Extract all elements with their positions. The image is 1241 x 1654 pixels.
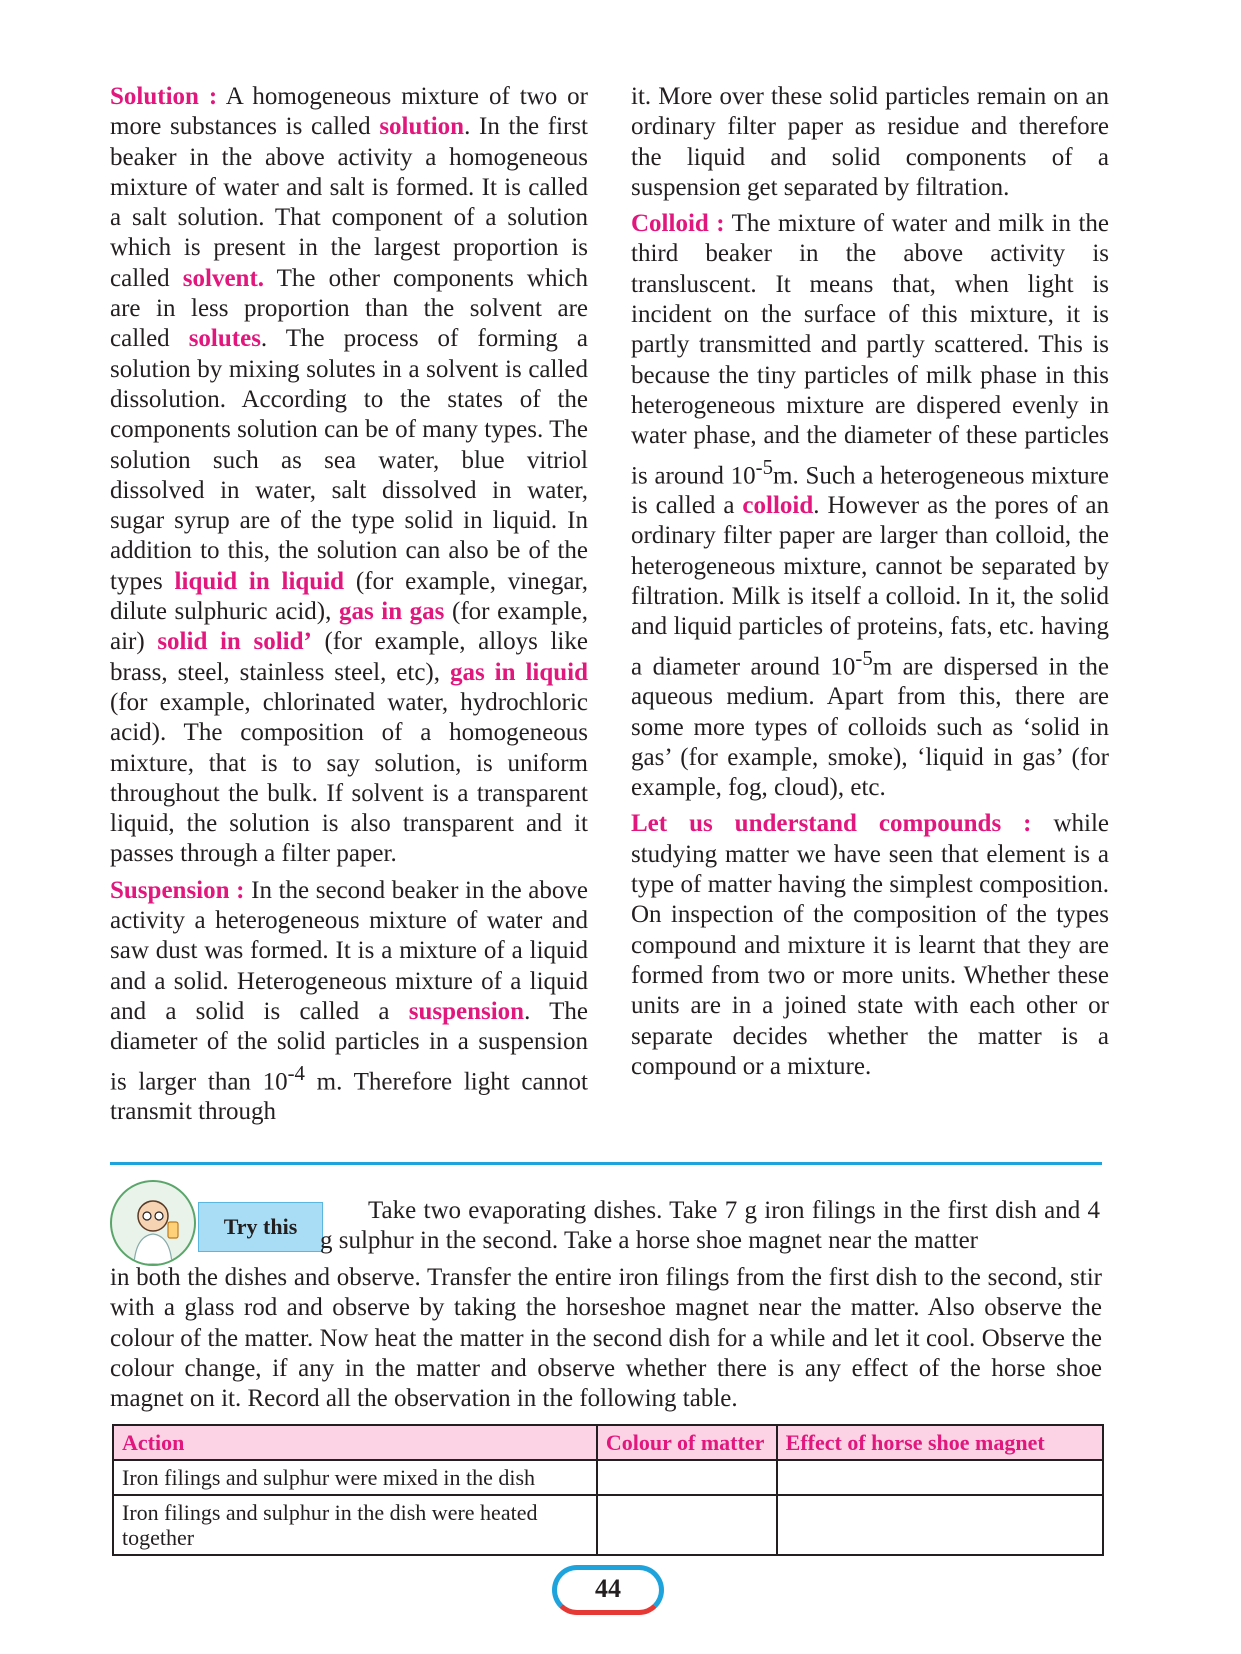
suspension-heading: Suspension : bbox=[110, 876, 245, 904]
table-cell: Iron filings and sulphur were mixed in the dish bbox=[113, 1460, 597, 1495]
text-run: A homogeneous mixture of two or more substances is called bbox=[110, 83, 588, 141]
text-run: . However as the pores of an ordinary filter paper are larger than colloid, the heterogeneous mixture, cannot be separated by filtration. Milk is itself a colloid. In it, the solid and liquid particles of proteins, fats, etc. having a diameter around 10 bbox=[631, 492, 1109, 680]
table-cell bbox=[777, 1460, 1103, 1495]
table-cell bbox=[597, 1495, 777, 1555]
keyword-solutes: solutes bbox=[188, 325, 261, 353]
table-row bbox=[113, 1460, 1103, 1495]
text-run: while studying matter we have seen that element is a type of matter having the simplest composition. On inspection of the composition of the types compound and mixture it is learnt that they are formed from two or more units. Whether these units are in a joined state with each other or separate decides whether the matter is a compound or a mixture. bbox=[631, 810, 1109, 1080]
solution-paragraph bbox=[110, 82, 588, 870]
text-run: m. Such a heterogeneous mixture is called a bbox=[631, 461, 1109, 520]
compounds-heading: Let us understand compounds : bbox=[631, 810, 1032, 838]
text-run: . The diameter of the solid particles in a suspension is larger than 10 bbox=[110, 997, 589, 1095]
page-number: 44 bbox=[595, 1574, 621, 1603]
try-this-box bbox=[110, 1172, 1102, 1262]
scientist-icon bbox=[110, 1180, 196, 1266]
left-column bbox=[110, 82, 588, 1133]
page-number-badge bbox=[552, 1565, 664, 1615]
table-cell bbox=[597, 1460, 777, 1495]
text-run: . In the first beaker in the above activity a homogeneous mixture of water and salt is formed. It is called a salt solution. That component of a solution which is present in the largest proportion is called bbox=[110, 113, 588, 292]
text-run: (for example, alloys like brass, steel, stainless steel, etc), bbox=[110, 628, 588, 686]
keyword-solution: solution bbox=[379, 113, 465, 141]
right-column bbox=[631, 82, 1109, 1088]
text-run: (for example, chlorinated water, hydrochloric acid). The composition of a homogeneous mixture, that is to say solution, is uniform throughout the bulk. If solvent is a transparent liquid, the solution is also transparent and it passes through a filter paper. bbox=[110, 688, 588, 868]
keyword-solvent: solvent. bbox=[182, 264, 265, 292]
text-run: (for example, vinegar, dilute sulphuric acid), bbox=[110, 567, 588, 626]
text-run: . The process of forming a solution by mixing solutes in a solvent is called dissolution. According to the states of the components solution can be of many types. The solution such as sea water, blue vitriol dissolved in water, salt dissolved in water, sugar syrup are of the type solid in liquid. In addition to this, the solution can also be of the types bbox=[110, 325, 589, 595]
text-run: The other components which are in less proportion than the solvent are called bbox=[110, 264, 588, 353]
table-cell: Iron filings and sulphur in the dish were heated together bbox=[113, 1495, 597, 1555]
keyword-gas-in-gas: gas in gas bbox=[338, 598, 445, 626]
continued-paragraph: it. More over these solid particles remain on an ordinary filter paper as residue and therefore the liquid and solid components of a suspension get separated by filtration. bbox=[631, 83, 1109, 201]
exponent: -4 bbox=[287, 1060, 305, 1085]
suspension-paragraph bbox=[110, 876, 588, 1128]
text-run: In the second beaker in the above activity a heterogeneous mixture of water and saw dust was formed. It is a mixture of a liquid and a solid. Heterogeneous mixture of a liquid and a solid is called a bbox=[110, 876, 588, 1025]
keyword-gas-in-liquid: gas in liquid bbox=[449, 658, 588, 686]
header-magnet-effect: Effect of horse shoe magnet bbox=[777, 1425, 1103, 1460]
try-this-intro: Take two evaporating dishes. Take 7 g iron filings in the first dish and 4 g sulphur in the second. Take a horse shoe magnet near the matter bbox=[320, 1197, 1100, 1255]
exponent: -5 bbox=[855, 645, 873, 670]
text-run: (for example, air) bbox=[110, 598, 588, 656]
try-this-label: Try this bbox=[198, 1202, 323, 1252]
text-run: m are dispersed in the aqueous medium. Apart from this, there are some more types of colloids such as ‘solid in gas’ (for example, smoke), ‘liquid in gas’ (for example, fog, cloud), etc. bbox=[631, 653, 1110, 802]
observation-table bbox=[112, 1424, 1104, 1556]
keyword-suspension: suspension bbox=[408, 997, 525, 1025]
keyword-colloid: colloid bbox=[742, 492, 814, 520]
header-colour: Colour of matter bbox=[597, 1425, 777, 1460]
exponent: -5 bbox=[755, 454, 773, 479]
keyword-liquid-in-liquid: liquid in liquid bbox=[174, 567, 345, 595]
compounds-paragraph bbox=[631, 809, 1109, 1082]
text-run: m. Therefore light cannot transmit through bbox=[110, 1067, 588, 1126]
table-header-row bbox=[113, 1425, 1103, 1460]
colloid-paragraph bbox=[631, 209, 1109, 803]
header-action: Action bbox=[113, 1425, 597, 1460]
table-row bbox=[113, 1495, 1103, 1555]
colloid-heading: Colloid : bbox=[631, 210, 725, 238]
try-this-instructions: in both the dishes and observe. Transfer the entire iron filings from the first dish to the second, stir with a glass rod and observe by taking the horseshoe magnet near the matter. Also observe the colour of the matter. Now heat the matter in the second dish for a while and let it cool. Observe the colour change, if any in the matter and observe whether there is any effect of the horse shoe magnet on it. Record all the observation in the following table. bbox=[110, 1264, 1102, 1413]
table-cell bbox=[777, 1495, 1103, 1555]
text-run: The mixture of water and milk in the third beaker in the above activity is transluscent. It means that, when light is incident on the surface of this mixture, it is partly transmitted and partly scattered. This is because the tiny particles of milk phase in this heterogeneous mixture are dispered evenly in water phase, and the diameter of these particles is around 10 bbox=[631, 210, 1109, 489]
section-divider bbox=[110, 1162, 1102, 1165]
solution-heading: Solution : bbox=[110, 83, 218, 110]
keyword-solid-in-solid: solid in solid’ bbox=[157, 628, 312, 656]
